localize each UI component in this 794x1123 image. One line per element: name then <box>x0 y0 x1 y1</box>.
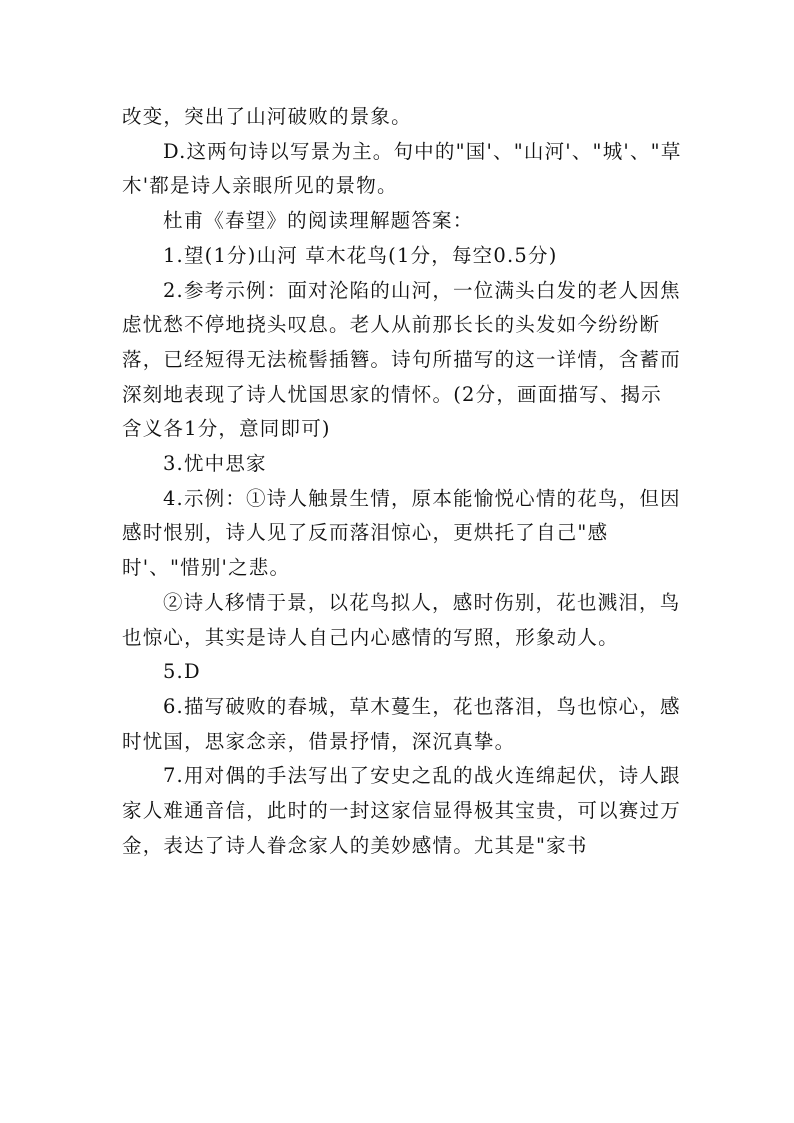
paragraph-option-d: D.这两句诗以写景为主。句中的"国'、"山河'、"城'、"草木'都是诗人亲眼所见的景物。 <box>122 139 682 198</box>
answer-4-part-2: ②诗人移情于景，以花鸟拟人，感时伤别，花也溅泪，鸟也惊心，其实是诗人自己内心感情的写照，形象动人。 <box>122 590 681 649</box>
answer-4: 4.示例：①诗人触景生情，原本能愉悦心情的花鸟，但因感时恨别，诗人见了反而落泪惊心，更烘托了自己"感时'、"惜别'之悲。 <box>122 486 681 580</box>
answer-3: 3.忧中思家 <box>162 452 267 476</box>
answer-2: 2.参考示例：面对沦陷的山河，一位满头白发的老人因焦虑忧愁不停地挠头叹息。老人从前那长长的头发如今纷纷断落，已经短得无法梳髻插簪。诗句所描写的这一详情，含蓄而深刻地表现了诗人忧国思家的情怀。(2分，画面描写、揭示含义各1分，意同即可) <box>122 278 681 441</box>
answer-5: 5.D <box>162 660 201 684</box>
paragraph-continued: 改变，突出了山河破败的景象。 <box>122 105 412 128</box>
answer-7: 7.用对偶的手法写出了安史之乱的战火连绵起伏，诗人跟家人难通音信，此时的一封这家信显得极其宝贵，可以赛过万金，表达了诗人眷念家人的美妙感情。尤其是"家书 <box>122 764 681 857</box>
answer-6: 6.描写破败的春城，草木蔓生，花也落泪，鸟也惊心，感时忧国，思家念亲，借景抒情，深沉真挚。 <box>122 694 681 753</box>
answer-1: 1.望(1分)山河 草木花鸟(1分，每空0.5分) <box>162 243 558 267</box>
document-body <box>122 100 682 863</box>
answers-heading: 杜甫《春望》的阅读理解题答案： <box>162 209 474 233</box>
